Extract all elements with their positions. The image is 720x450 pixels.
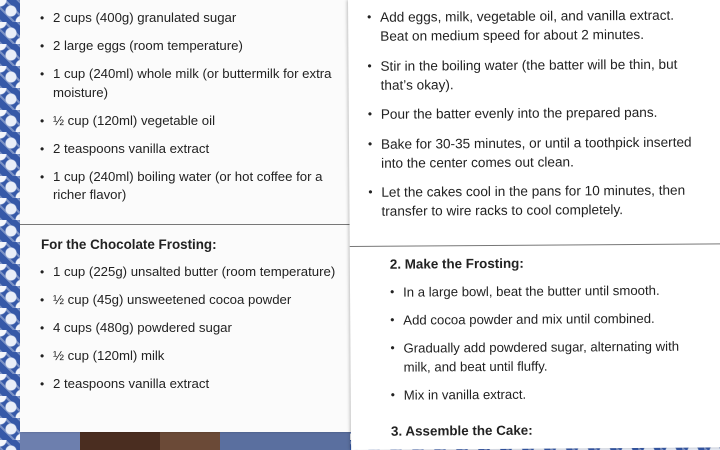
cake-steps-list xyxy=(350,6,707,232)
list-item: • Gradually add powdered sugar, alternating with milk, and beat until fluffy. xyxy=(385,337,705,377)
list-item: • 1 cup (240ml) whole milk (or buttermilk for extra moisture) xyxy=(20,65,350,102)
list-item: • Let the cakes cool in the pans for 10 minutes, then transfer to wire racks to cool completely. xyxy=(351,181,706,221)
list-item: • Pour the batter evenly into the prepared pans. xyxy=(351,103,706,124)
list-item: • 4 cups (480g) powdered sugar xyxy=(20,319,340,338)
list-item: • ½ cup (120ml) vegetable oil xyxy=(20,112,350,131)
ingredients-page xyxy=(20,0,372,432)
list-item: • Stir in the boiling water (the batter will be thin, but that’s okay). xyxy=(350,54,705,94)
list-item: • 2 large eggs (room temperature) xyxy=(20,37,350,56)
assemble-cake-heading: 3. Assemble the Cake: xyxy=(390,422,533,439)
list-item: • Mix in vanilla extract. xyxy=(386,384,706,405)
cake-ingredients-list xyxy=(20,9,350,214)
list-item: • 2 cups (400g) granulated sugar xyxy=(20,9,350,28)
list-item: • ½ cup (45g) unsweetened cocoa powder xyxy=(20,291,340,310)
list-item: • ½ cup (120ml) milk xyxy=(20,347,340,366)
make-frosting-heading: 2. Make the Frosting: xyxy=(389,255,524,272)
section-divider xyxy=(350,243,720,247)
list-item: • 2 teaspoons vanilla extract xyxy=(20,375,340,394)
frosting-ingredients-heading: For the Chocolate Frosting: xyxy=(41,237,217,252)
list-item: • 1 cup (240ml) boiling water (or hot coffee for a richer flavor) xyxy=(20,168,350,205)
list-item: • Bake for 30-35 minutes, or until a toothpick inserted into the center comes out clean. xyxy=(351,132,706,172)
section-divider xyxy=(20,224,370,225)
cake-photo-strip xyxy=(20,432,350,450)
list-item: • Add cocoa powder and mix until combined. xyxy=(385,309,705,330)
instructions-page xyxy=(348,0,720,450)
list-item: • 1 cup (225g) unsalted butter (room temperature) xyxy=(20,263,340,282)
list-item: • In a large bowl, beat the butter until smooth. xyxy=(385,281,705,302)
frosting-ingredients-list xyxy=(20,263,340,403)
frosting-steps-list xyxy=(385,281,706,414)
list-item: • Add eggs, milk, vegetable oil, and vanilla extract. Beat on medium speed for about 2 minutes. xyxy=(350,6,705,46)
list-item: • 2 teaspoons vanilla extract xyxy=(20,140,350,159)
